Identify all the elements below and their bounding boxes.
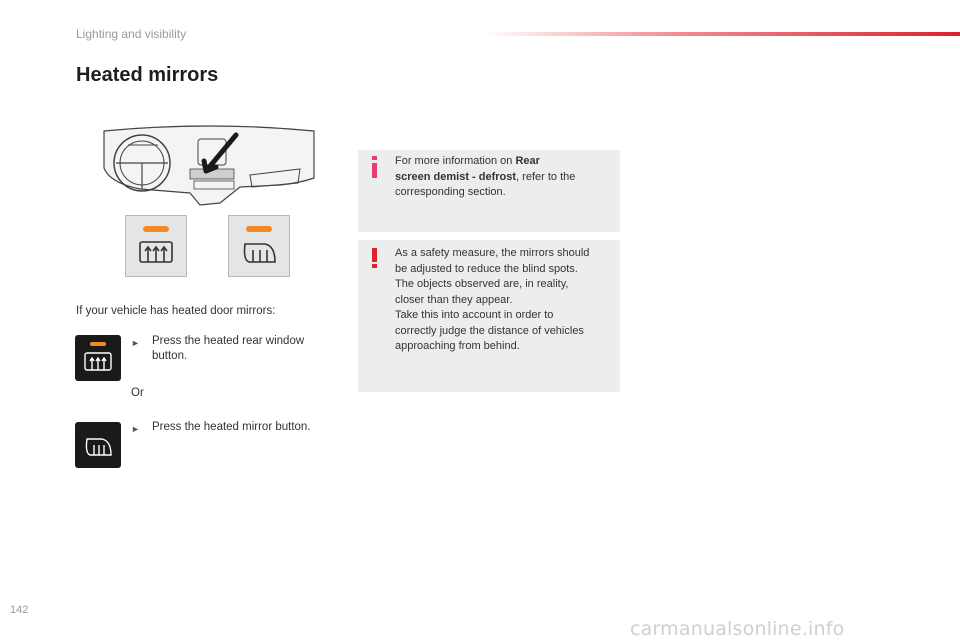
page-number: 142 [10,604,29,616]
info-icon [372,156,377,160]
warning-text: As a safety measure, the mirrors should be adjusted to reduce the blind spots. The objects observed are, in reality, closer than they appear. Take this into account in order to correctly judge the distance of vehicles approaching from behind. [395,247,590,352]
step-rear-window: Press the heated rear window button. [152,335,305,362]
watermark[interactable]: carmanualsonline.info [630,618,845,640]
or-text: Or [131,387,144,399]
intro-text: If your vehicle has heated door mirrors: [76,305,276,317]
bullet-icon: ► [131,338,140,348]
mirror-button-illustration [228,215,290,277]
header-rule [484,32,960,36]
page-title: Heated mirrors [76,64,219,86]
dashboard-illustration [100,123,320,213]
info-text: For more information on Rear screen demist - defrost, refer to the corresponding section. [395,155,576,198]
warning-icon [372,248,377,262]
bullet-icon: ► [131,424,140,434]
warning-note [358,240,620,392]
section-header: Lighting and visibility [76,27,187,41]
rear-window-button-illustration [125,215,187,277]
indicator-light [246,226,272,232]
info-note [358,150,620,232]
step-mirror: Press the heated mirror button. [152,421,311,433]
rear-defrost-icon [84,352,112,374]
mirror-heat-icon [241,240,279,268]
mirror-heat-icon [84,436,114,460]
rear-defrost-icon [138,240,174,268]
indicator-light [143,226,169,232]
rear-window-button-photo [75,335,121,381]
mirror-button-photo [75,422,121,468]
